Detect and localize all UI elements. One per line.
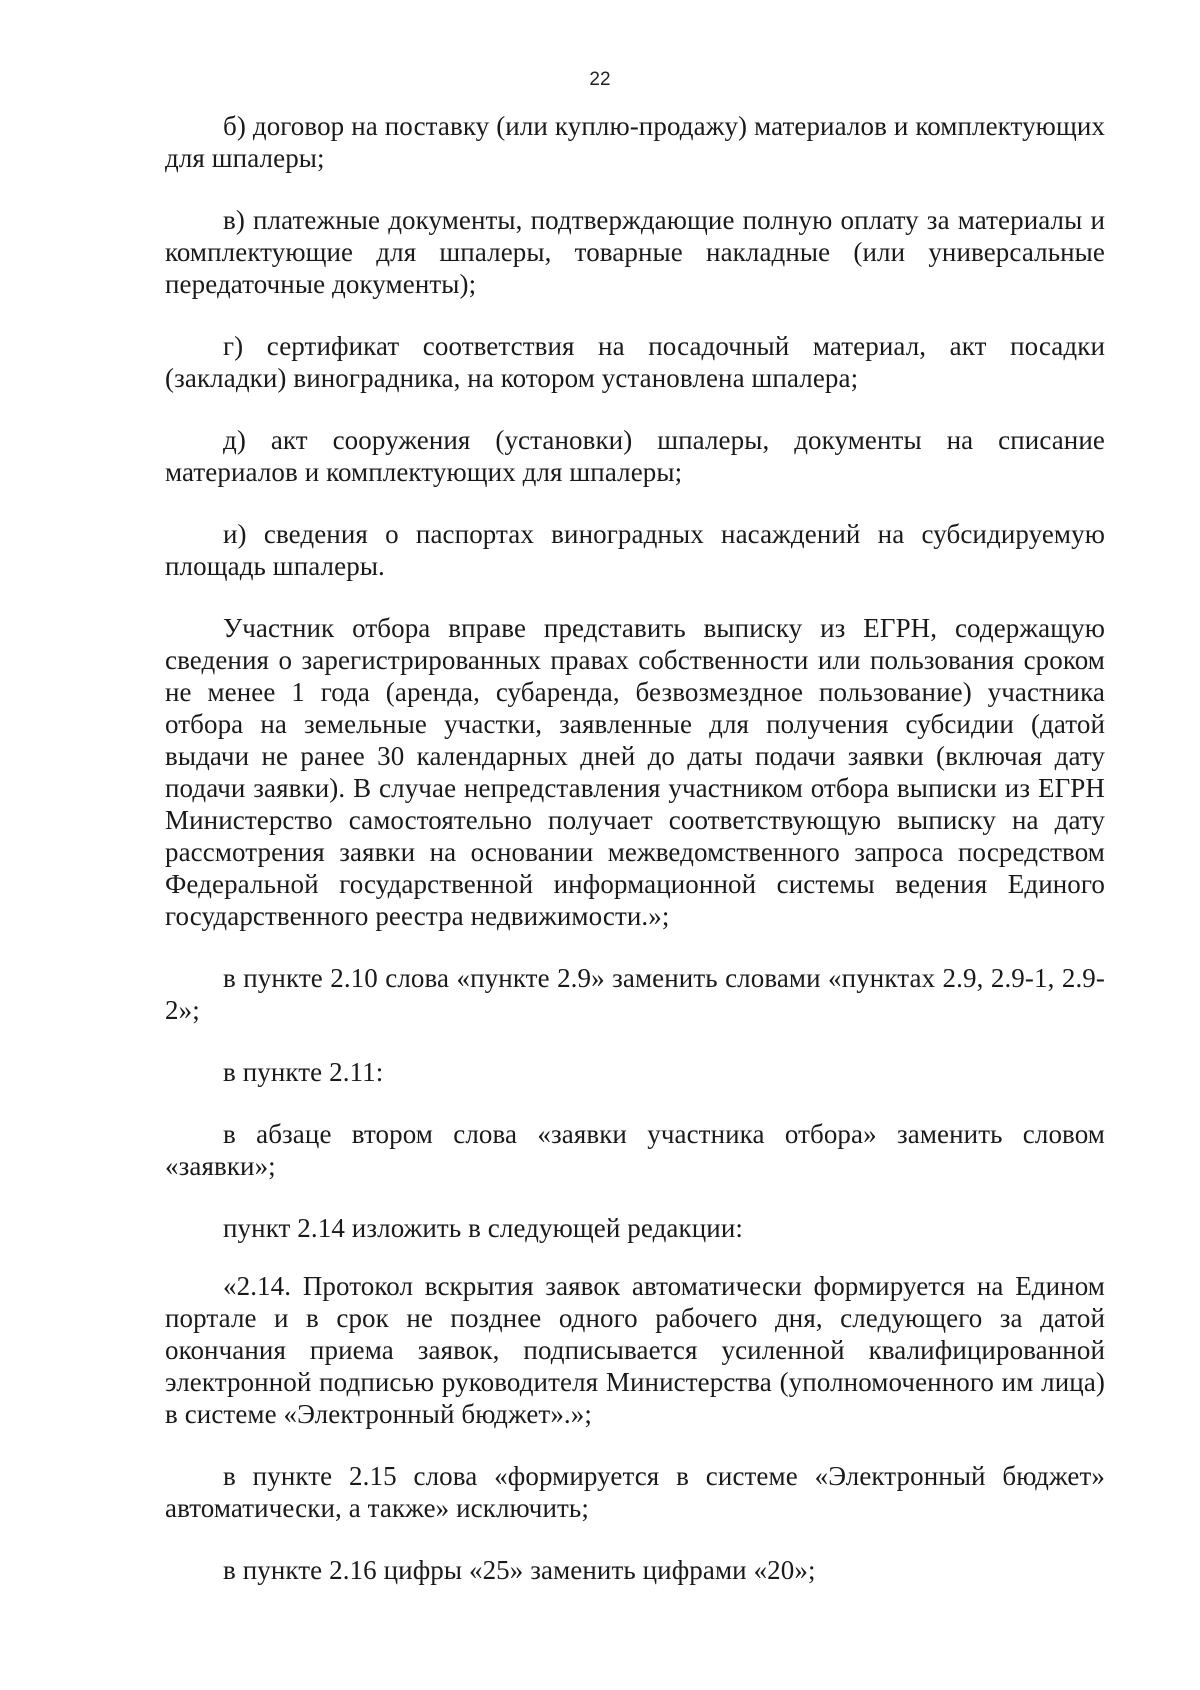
paragraph-second-indent: в абзаце втором слова «заявки участника отбора» заменить словом «заявки»; [165,1119,1105,1181]
paragraph-point-2-11: в пункте 2.11: [223,1057,384,1087]
paragraph-item-b: б) договор на поставку (или куплю-продажу) материалов и комплектующих для шпалеры; [165,111,1105,173]
paragraph-point-2-14-text: «2.14. Протокол вскрытия заявок автоматически формируется на Едином портале и в срок не позднее одного рабочего дня, следующего за датой окончания приема заявок, подписывается усиленной квалифицированной электронной подписью руководителя Министерства (уполномоченного им лица) в системе «Электронный бюджет».»; [165,1271,1105,1429]
page-number: 22 [589,69,611,90]
paragraph-point-2-10: в пункте 2.10 слова «пункте 2.9» заменить словами «пунктах 2.9, 2.9-1, 2.9-2»; [165,963,1105,1025]
paragraph-item-d: д) акт сооружения (установки) шпалеры, документы на списание материалов и комплектующих для шпалеры; [165,425,1105,487]
paragraph-egrn-extract: Участник отбора вправе представить выписку из ЕГРН, содержащую сведения о зарегистрированных правах собственности или пользования сроком не менее 1 года (аренда, субаренда, безвозмездное пользование) участника отбора на земельные участки, заявленные для получения субсидии (датой выдачи не ранее 30 календарных дней до даты подачи заявки (включая дату подачи заявки). В случае непредставления участником отбора выписки из ЕГРН Министерство самостоятельно получает соответствующую выписку на дату рассмотрения заявки на основании межведомственного запроса посредством Федеральной государственной информационной системы ведения Единого государственного реестра недвижимости.»; [165,613,1105,931]
paragraph-point-2-14-intro: пункт 2.14 изложить в следующей редакции: [223,1213,743,1243]
document-body [165,110,1105,1616]
paragraph-point-2-15: в пункте 2.15 слова «формируется в системе «Электронный бюджет» автоматически, а также» исключить; [165,1461,1105,1523]
paragraph-item-i: и) сведения о паспортах виноградных насаждений на субсидируемую площадь шпалеры. [165,519,1105,581]
paragraph-item-g: г) сертификат соответствия на посадочный материал, акт посадки (закладки) виноградника, на котором установлена шпалера; [165,331,1105,393]
paragraph-item-v: в) платежные документы, подтверждающие полную оплату за материалы и комплектующие для шпалеры, товарные накладные (или универсальные передаточные документы); [165,205,1105,299]
paragraph-point-2-16: в пункте 2.16 цифры «25» заменить цифрами «20»; [223,1555,816,1585]
